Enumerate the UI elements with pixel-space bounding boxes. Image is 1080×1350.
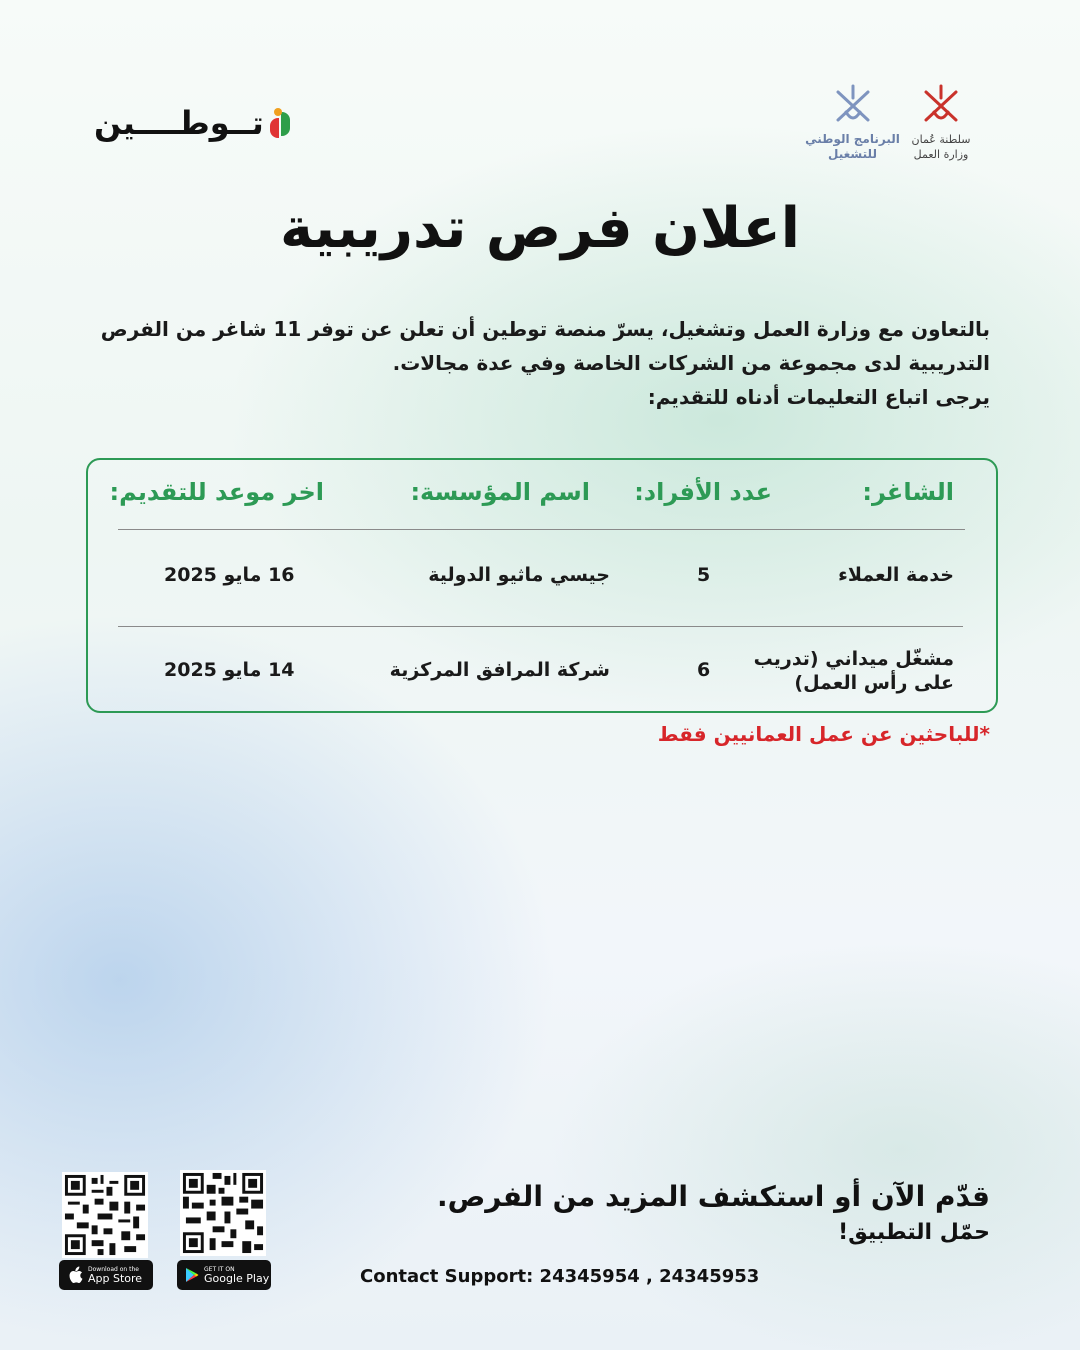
google-play-button[interactable] bbox=[177, 1260, 271, 1290]
cell-vacancy: خدمة العملاء bbox=[838, 564, 954, 586]
intro-line: يرجى اتباع التعليمات أدناه للتقديم: bbox=[647, 385, 990, 409]
google-play-small-label: GET IT ON bbox=[204, 1265, 235, 1273]
contact-support: Contact Support: 24345954 , 24345953 bbox=[360, 1266, 760, 1287]
brand-name: تــوطــــين bbox=[94, 104, 264, 142]
header-deadline: اخر موعد للتقديم: bbox=[109, 478, 324, 506]
row-divider bbox=[118, 626, 963, 627]
google-play-icon bbox=[185, 1267, 199, 1283]
header-count: عدد الأفراد: bbox=[634, 478, 772, 506]
intro-line: التدريبية لدى مجموعة من الشركات الخاصة وفي عدة مجالات. bbox=[392, 351, 990, 375]
cta-download-app: حمّل التطبيق! bbox=[838, 1220, 990, 1245]
cell-vacancy: مشغّل ميداني (تدريب bbox=[753, 648, 954, 670]
cell-count: 6 bbox=[697, 659, 711, 681]
header-vacancy: الشاغر: bbox=[862, 478, 954, 506]
program-logo-text-1: البرنامج الوطني bbox=[805, 132, 900, 146]
intro-paragraph bbox=[100, 312, 990, 414]
ministry-of-labour-logo bbox=[905, 84, 977, 162]
app-store-small-label: Download on the bbox=[88, 1265, 139, 1273]
cell-company: جيسي ماثيو الدولية bbox=[428, 564, 610, 586]
ministry-logo-text-1: سلطنة عُمان bbox=[911, 133, 971, 146]
oman-emblem-icon bbox=[918, 84, 964, 126]
page-title: اعلان فرص تدريبية bbox=[280, 196, 800, 261]
brand-mark-icon bbox=[270, 108, 290, 138]
cell-count: 5 bbox=[697, 564, 711, 586]
program-logo-text-2: للتشغيل bbox=[828, 147, 877, 161]
app-store-button[interactable] bbox=[59, 1260, 153, 1290]
eligibility-note: *للباحثين عن عمل العمانيين فقط bbox=[657, 722, 990, 746]
intro-line: بالتعاون مع وزارة العمل وتشغيل، يسرّ منصة توطين أن تعلن عن توفر 11 شاغر من الفرص bbox=[100, 317, 990, 341]
cell-deadline: 16 مايو 2025 bbox=[164, 564, 295, 586]
header-company: اسم المؤسسة: bbox=[410, 478, 590, 506]
app-store-qr-code[interactable] bbox=[62, 1172, 148, 1258]
national-employment-program-logo bbox=[800, 84, 905, 162]
app-store-big-label: App Store bbox=[88, 1271, 143, 1285]
header-divider bbox=[118, 529, 965, 530]
google-play-big-label: Google Play bbox=[204, 1271, 270, 1285]
cell-company: شركة المرافق المركزية bbox=[389, 659, 610, 681]
tawteen-logo bbox=[94, 104, 290, 142]
emblem-icon bbox=[830, 84, 876, 126]
cell-vacancy-continued: على رأس العمل) bbox=[794, 672, 954, 694]
apple-icon bbox=[67, 1266, 83, 1284]
google-play-qr-code[interactable] bbox=[180, 1170, 266, 1256]
ministry-logo-text-2: وزارة العمل bbox=[913, 148, 969, 161]
cell-deadline: 14 مايو 2025 bbox=[164, 659, 295, 681]
cta-headline: قدّم الآن أو استكشف المزيد من الفرص. bbox=[436, 1180, 990, 1213]
